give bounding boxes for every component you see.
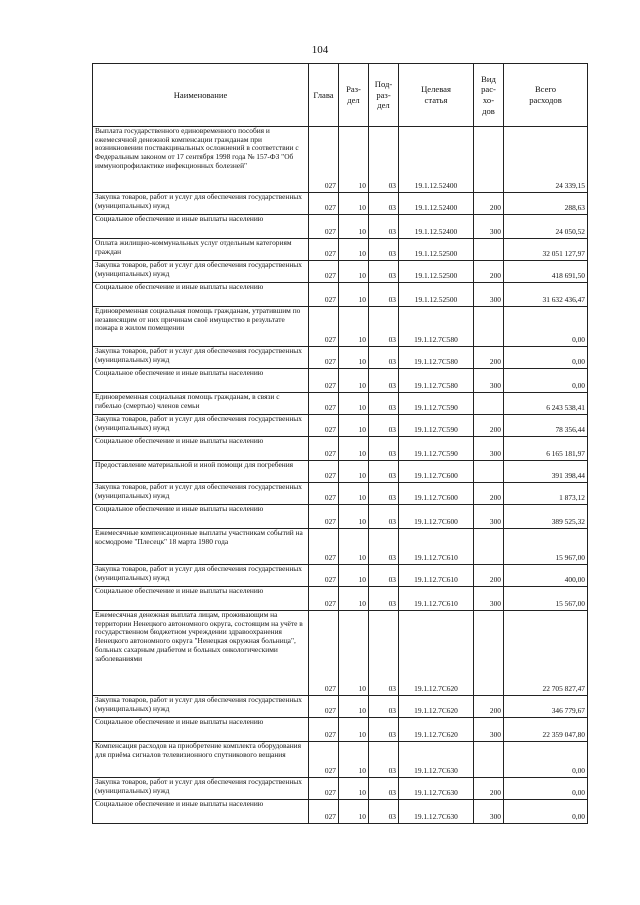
- row-statya: 19.1.12.7С580: [399, 347, 474, 369]
- row-glava: 027: [309, 215, 339, 239]
- row-name: Компенсация расходов на приобретение комплекта оборудования для приёма сигналов телевизионного спутникового вещания: [93, 742, 309, 778]
- row-statya: 19.1.12.7С580: [399, 307, 474, 347]
- row-name: Социальное обеспечение и иные выплаты населению: [93, 505, 309, 529]
- row-podrazdel: 03: [369, 193, 399, 215]
- row-podrazdel: 03: [369, 800, 399, 824]
- row-podrazdel: 03: [369, 393, 399, 415]
- row-glava: 027: [309, 261, 339, 283]
- row-vid: [474, 529, 504, 565]
- row-podrazdel: 03: [369, 611, 399, 696]
- row-razdel: 10: [339, 261, 369, 283]
- row-razdel: 10: [339, 718, 369, 742]
- table-row: [93, 415, 588, 437]
- row-razdel: 10: [339, 369, 369, 393]
- row-name: Социальное обеспечение и иные выплаты населению: [93, 587, 309, 611]
- table-row: [93, 393, 588, 415]
- row-glava: 027: [309, 778, 339, 800]
- row-podrazdel: 03: [369, 307, 399, 347]
- row-name: Закупка товаров, работ и услуг для обеспечения государственных (муниципальных) нужд: [93, 261, 309, 283]
- row-podrazdel: 03: [369, 696, 399, 718]
- row-glava: 027: [309, 369, 339, 393]
- row-vid: 300: [474, 800, 504, 824]
- row-name: Закупка товаров, работ и услуг для обеспечения государственных (муниципальных) нужд: [93, 778, 309, 800]
- row-razdel: 10: [339, 587, 369, 611]
- row-statya: 19.1.12.7С590: [399, 393, 474, 415]
- row-razdel: 10: [339, 696, 369, 718]
- row-razdel: 10: [339, 505, 369, 529]
- table-row: [93, 127, 588, 193]
- row-vid: [474, 127, 504, 193]
- row-razdel: 10: [339, 347, 369, 369]
- budget-table: [92, 63, 588, 824]
- table-row: [93, 283, 588, 307]
- row-statya: 19.1.12.7С610: [399, 565, 474, 587]
- row-podrazdel: 03: [369, 283, 399, 307]
- row-vid: 200: [474, 778, 504, 800]
- row-glava: 027: [309, 393, 339, 415]
- row-podrazdel: 03: [369, 215, 399, 239]
- row-statya: 19.1.12.52400: [399, 127, 474, 193]
- table-row: [93, 696, 588, 718]
- row-glava: 027: [309, 483, 339, 505]
- row-statya: 19.1.12.7С620: [399, 718, 474, 742]
- row-razdel: 10: [339, 127, 369, 193]
- row-vid: [474, 239, 504, 261]
- row-total: 15 567,00: [504, 587, 588, 611]
- table-row: [93, 437, 588, 461]
- row-total: 31 632 436,47: [504, 283, 588, 307]
- row-podrazdel: 03: [369, 127, 399, 193]
- row-total: 15 967,00: [504, 529, 588, 565]
- table-row: [93, 587, 588, 611]
- row-vid: 300: [474, 369, 504, 393]
- row-name: Социальное обеспечение и иные выплаты населению: [93, 437, 309, 461]
- row-razdel: 10: [339, 307, 369, 347]
- table-row: [93, 215, 588, 239]
- table-row: [93, 193, 588, 215]
- row-statya: 19.1.12.7С610: [399, 587, 474, 611]
- row-glava: 027: [309, 611, 339, 696]
- row-vid: 300: [474, 283, 504, 307]
- row-name: Единовременная социальная помощь гражданам, в связи с гибелью (смертью) членов семьи: [93, 393, 309, 415]
- row-vid: 200: [474, 696, 504, 718]
- table-header-row: [93, 64, 588, 127]
- row-podrazdel: 03: [369, 239, 399, 261]
- row-statya: 19.1.12.7С600: [399, 461, 474, 483]
- row-vid: [474, 393, 504, 415]
- row-razdel: 10: [339, 393, 369, 415]
- row-glava: 027: [309, 800, 339, 824]
- row-razdel: 10: [339, 437, 369, 461]
- row-statya: 19.1.12.52500: [399, 283, 474, 307]
- row-podrazdel: 03: [369, 742, 399, 778]
- row-name: Закупка товаров, работ и услуг для обеспечения государственных (муниципальных) нужд: [93, 193, 309, 215]
- row-total: 24 339,15: [504, 127, 588, 193]
- row-statya: 19.1.12.7С630: [399, 742, 474, 778]
- row-name: Ежемесячные компенсационные выплаты участникам событий на космодроме "Плесецк" 18 марта 1980 года: [93, 529, 309, 565]
- row-glava: 027: [309, 193, 339, 215]
- row-razdel: 10: [339, 611, 369, 696]
- row-name: Социальное обеспечение и иные выплаты населению: [93, 369, 309, 393]
- row-statya: 19.1.12.7С620: [399, 696, 474, 718]
- table-row: [93, 529, 588, 565]
- row-podrazdel: 03: [369, 437, 399, 461]
- row-name: Закупка товаров, работ и услуг для обеспечения государственных (муниципальных) нужд: [93, 565, 309, 587]
- row-razdel: 10: [339, 483, 369, 505]
- row-statya: 19.1.12.7С600: [399, 483, 474, 505]
- row-name: Закупка товаров, работ и услуг для обеспечения государственных (муниципальных) нужд: [93, 415, 309, 437]
- row-total: 418 691,50: [504, 261, 588, 283]
- table-row: [93, 718, 588, 742]
- row-glava: 027: [309, 239, 339, 261]
- row-razdel: 10: [339, 461, 369, 483]
- row-vid: 200: [474, 347, 504, 369]
- table-row: [93, 461, 588, 483]
- row-podrazdel: 03: [369, 261, 399, 283]
- row-total: 0,00: [504, 800, 588, 824]
- row-vid: 300: [474, 437, 504, 461]
- row-razdel: 10: [339, 778, 369, 800]
- header-name: Наименование: [93, 64, 309, 127]
- table-row: [93, 800, 588, 824]
- row-vid: [474, 611, 504, 696]
- row-vid: [474, 461, 504, 483]
- row-total: 24 050,52: [504, 215, 588, 239]
- row-glava: 027: [309, 461, 339, 483]
- row-glava: 027: [309, 529, 339, 565]
- row-vid: 200: [474, 565, 504, 587]
- row-podrazdel: 03: [369, 587, 399, 611]
- row-name: Социальное обеспечение и иные выплаты населению: [93, 215, 309, 239]
- row-podrazdel: 03: [369, 347, 399, 369]
- row-total: 78 356,44: [504, 415, 588, 437]
- table-row: [93, 307, 588, 347]
- row-vid: 200: [474, 415, 504, 437]
- table-row: [93, 565, 588, 587]
- row-name: Ежемесячная денежная выплата лицам, проживающим на территории Ненецкого автономного округа, состоящим на учёте в государственном бюджетном учреждении здравоохранения Ненецкого автономного округа "Ненецкая окружная больница", больных сахарным диабетом и больных онкологическими заболеваниями: [93, 611, 309, 696]
- row-statya: 19.1.12.7С590: [399, 437, 474, 461]
- table-row: [93, 505, 588, 529]
- row-podrazdel: 03: [369, 718, 399, 742]
- row-name: Закупка товаров, работ и услуг для обеспечения государственных (муниципальных) нужд: [93, 347, 309, 369]
- row-vid: 200: [474, 261, 504, 283]
- row-statya: 19.1.12.7С620: [399, 611, 474, 696]
- row-name: Закупка товаров, работ и услуг для обеспечения государственных (муниципальных) нужд: [93, 696, 309, 718]
- row-razdel: 10: [339, 529, 369, 565]
- table-row: [93, 483, 588, 505]
- row-glava: 027: [309, 307, 339, 347]
- row-vid: [474, 742, 504, 778]
- header-total: Всего расходов: [504, 64, 588, 127]
- row-total: 1 873,12: [504, 483, 588, 505]
- row-vid: 300: [474, 587, 504, 611]
- row-razdel: 10: [339, 800, 369, 824]
- row-total: 32 051 127,97: [504, 239, 588, 261]
- row-glava: 027: [309, 718, 339, 742]
- table-row: [93, 347, 588, 369]
- row-total: 22 359 047,80: [504, 718, 588, 742]
- header-razdel: Раз- дел: [339, 64, 369, 127]
- row-razdel: 10: [339, 415, 369, 437]
- row-statya: 19.1.12.7С580: [399, 369, 474, 393]
- row-total: 0,00: [504, 347, 588, 369]
- row-total: 400,00: [504, 565, 588, 587]
- row-total: 346 779,67: [504, 696, 588, 718]
- page-number: 104: [311, 44, 329, 56]
- row-glava: 027: [309, 347, 339, 369]
- table-row: [93, 611, 588, 696]
- row-total: 389 525,32: [504, 505, 588, 529]
- row-glava: 027: [309, 696, 339, 718]
- row-glava: 027: [309, 437, 339, 461]
- row-vid: [474, 307, 504, 347]
- row-glava: 027: [309, 742, 339, 778]
- row-statya: 19.1.12.52500: [399, 261, 474, 283]
- row-podrazdel: 03: [369, 461, 399, 483]
- row-vid: 300: [474, 505, 504, 529]
- header-podrazdel: Под- раз- дел: [369, 64, 399, 127]
- row-name: Социальное обеспечение и иные выплаты населению: [93, 718, 309, 742]
- row-name: Социальное обеспечение и иные выплаты населению: [93, 283, 309, 307]
- row-razdel: 10: [339, 742, 369, 778]
- row-vid: 200: [474, 483, 504, 505]
- row-podrazdel: 03: [369, 369, 399, 393]
- row-podrazdel: 03: [369, 415, 399, 437]
- row-statya: 19.1.12.7С630: [399, 778, 474, 800]
- row-razdel: 10: [339, 215, 369, 239]
- table-row: [93, 261, 588, 283]
- row-statya: 19.1.12.7С610: [399, 529, 474, 565]
- row-total: 0,00: [504, 778, 588, 800]
- row-statya: 19.1.12.52400: [399, 193, 474, 215]
- row-podrazdel: 03: [369, 529, 399, 565]
- row-glava: 027: [309, 505, 339, 529]
- row-name: Социальное обеспечение и иные выплаты населению: [93, 800, 309, 824]
- header-vid: Вид рас- хо- дов: [474, 64, 504, 127]
- row-statya: 19.1.12.7С630: [399, 800, 474, 824]
- header-statya: Целевая статья: [399, 64, 474, 127]
- row-statya: 19.1.12.52400: [399, 215, 474, 239]
- row-total: 0,00: [504, 742, 588, 778]
- row-name: Закупка товаров, работ и услуг для обеспечения государственных (муниципальных) нужд: [93, 483, 309, 505]
- table-row: [93, 742, 588, 778]
- row-total: 0,00: [504, 307, 588, 347]
- row-vid: 200: [474, 193, 504, 215]
- row-total: 391 398,44: [504, 461, 588, 483]
- table-row: [93, 778, 588, 800]
- header-glava: Глава: [309, 64, 339, 127]
- row-glava: 027: [309, 283, 339, 307]
- row-total: 288,63: [504, 193, 588, 215]
- row-name: Предоставление материальной и иной помощи для погребения: [93, 461, 309, 483]
- row-statya: 19.1.12.7С600: [399, 505, 474, 529]
- row-glava: 027: [309, 565, 339, 587]
- row-total: 6 165 181,97: [504, 437, 588, 461]
- row-name: Единовременная социальная помощь гражданам, утратившим по независящим от них причинам своё имущество в результате пожара в жилом помещении: [93, 307, 309, 347]
- table-row: [93, 369, 588, 393]
- row-glava: 027: [309, 127, 339, 193]
- row-razdel: 10: [339, 565, 369, 587]
- row-razdel: 10: [339, 193, 369, 215]
- row-razdel: 10: [339, 239, 369, 261]
- row-total: 22 705 827,47: [504, 611, 588, 696]
- row-podrazdel: 03: [369, 505, 399, 529]
- row-vid: 300: [474, 718, 504, 742]
- row-statya: 19.1.12.52500: [399, 239, 474, 261]
- row-podrazdel: 03: [369, 778, 399, 800]
- row-name: Выплата государственного единовременного пособия и ежемесячной денежной компенсации гражданам при возникновении поствакцинальных осложнений в соответствии с Федеральным законом от 17 сентября 1998 года № 157-ФЗ "Об иммунопрофилактике инфекционных болезней": [93, 127, 309, 193]
- row-vid: 300: [474, 215, 504, 239]
- row-glava: 027: [309, 415, 339, 437]
- row-total: 6 243 538,41: [504, 393, 588, 415]
- row-razdel: 10: [339, 283, 369, 307]
- row-glava: 027: [309, 587, 339, 611]
- row-podrazdel: 03: [369, 483, 399, 505]
- row-total: 0,00: [504, 369, 588, 393]
- row-name: Оплата жилищно-коммунальных услуг отдельным категориям граждан: [93, 239, 309, 261]
- table-row: [93, 239, 588, 261]
- row-statya: 19.1.12.7С590: [399, 415, 474, 437]
- row-podrazdel: 03: [369, 565, 399, 587]
